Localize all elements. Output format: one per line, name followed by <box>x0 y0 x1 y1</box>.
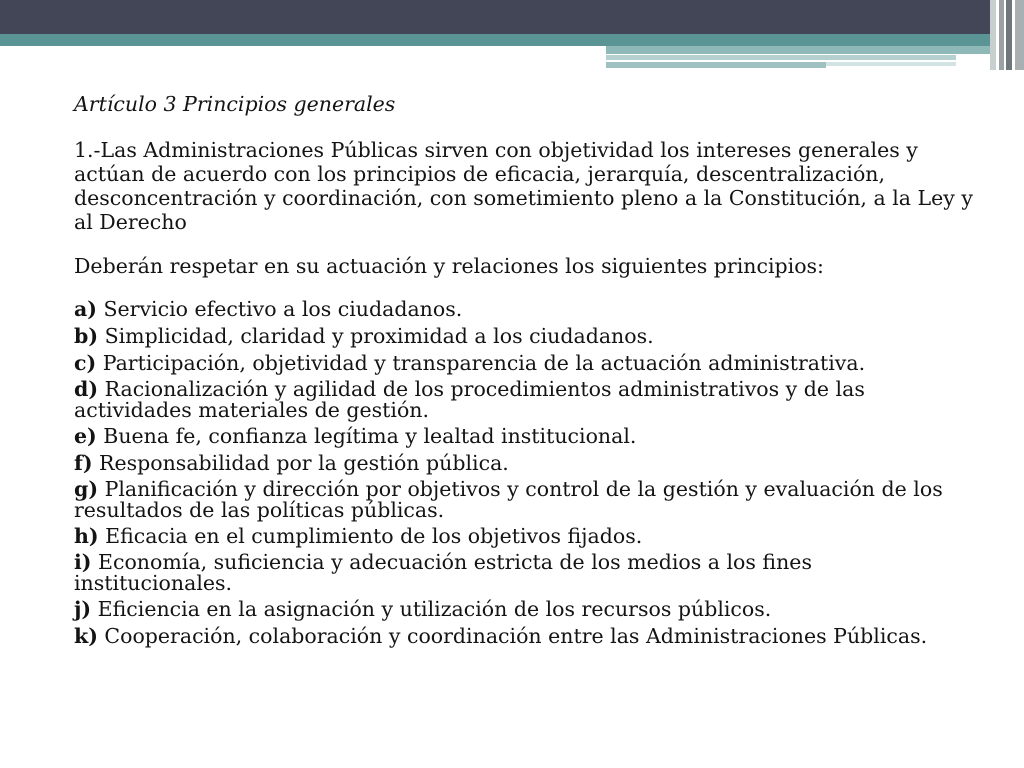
principle-text: Planificación y dirección por objetivos y control de la gestión y evaluación de los resultados de las políticas públicas. <box>74 477 943 522</box>
principle-item <box>74 352 974 375</box>
principle-item <box>74 552 974 594</box>
principle-text: Eficacia en el cumplimiento de los objetivos fijados. <box>98 524 643 548</box>
principle-text: Racionalización y agilidad de los procedimientos administrativos y de las actividades materiales de gestión. <box>74 377 865 422</box>
article-heading: Artículo 3 Principios generales <box>74 92 396 116</box>
principle-letter: c) <box>74 351 97 375</box>
principle-letter: f) <box>74 451 93 475</box>
principle-text: Cooperación, colaboración y coordinación entre las Administraciones Públicas. <box>97 624 928 648</box>
principle-item <box>74 479 974 521</box>
slide-content <box>74 92 974 652</box>
principle-item <box>74 598 974 621</box>
principle-text: Buena fe, confianza legítima y lealtad institucional. <box>96 424 637 448</box>
principle-letter: b) <box>74 324 99 348</box>
principle-letter: j) <box>74 597 92 621</box>
principle-letter: e) <box>74 424 97 448</box>
principle-item <box>74 625 974 648</box>
principle-letter: k) <box>74 624 98 648</box>
slide-top-bar <box>0 0 1024 34</box>
principle-item <box>74 525 974 548</box>
slide-accent-line <box>826 62 956 66</box>
principles-intro: Deberán respetar en su actuación y relaciones los siguientes principios: <box>74 254 824 278</box>
principle-item <box>74 298 974 321</box>
slide-accent-band-light <box>606 46 1024 54</box>
principle-text: Simplicidad, claridad y proximidad a los ciudadanos. <box>98 324 654 348</box>
principle-item <box>74 452 974 475</box>
principles-list <box>74 298 974 648</box>
slide-accent-line <box>606 55 956 60</box>
principle-item <box>74 325 974 348</box>
principle-letter: g) <box>74 477 99 501</box>
principle-text: Economía, suficiencia y adecuación estricta de los medios a los fines institucionales. <box>74 550 812 595</box>
principle-text: Eficiencia en la asignación y utilización de los recursos públicos. <box>91 597 772 621</box>
principle-letter: h) <box>74 524 99 548</box>
principle-text: Responsabilidad por la gestión pública. <box>92 451 509 475</box>
principle-item <box>74 379 974 421</box>
principle-letter: i) <box>74 550 92 574</box>
principle-letter: a) <box>74 297 97 321</box>
article-paragraph: 1.-Las Administraciones Públicas sirven con objetividad los intereses generales y actúan de acuerdo con los principios de eficacia, jerarquía, descentralización, desconcentración y coordinación, con sometimiento pleno a la Constitución, a la Ley y al Derecho <box>74 138 973 234</box>
slide-accent-band <box>0 34 1024 46</box>
slide-corner-stripes <box>990 0 1024 70</box>
principle-letter: d) <box>74 377 99 401</box>
principle-item <box>74 425 974 448</box>
principle-text: Participación, objetividad y transparencia de la actuación administrativa. <box>96 351 866 375</box>
principle-text: Servicio efectivo a los ciudadanos. <box>96 297 463 321</box>
slide-accent-line <box>606 62 826 68</box>
